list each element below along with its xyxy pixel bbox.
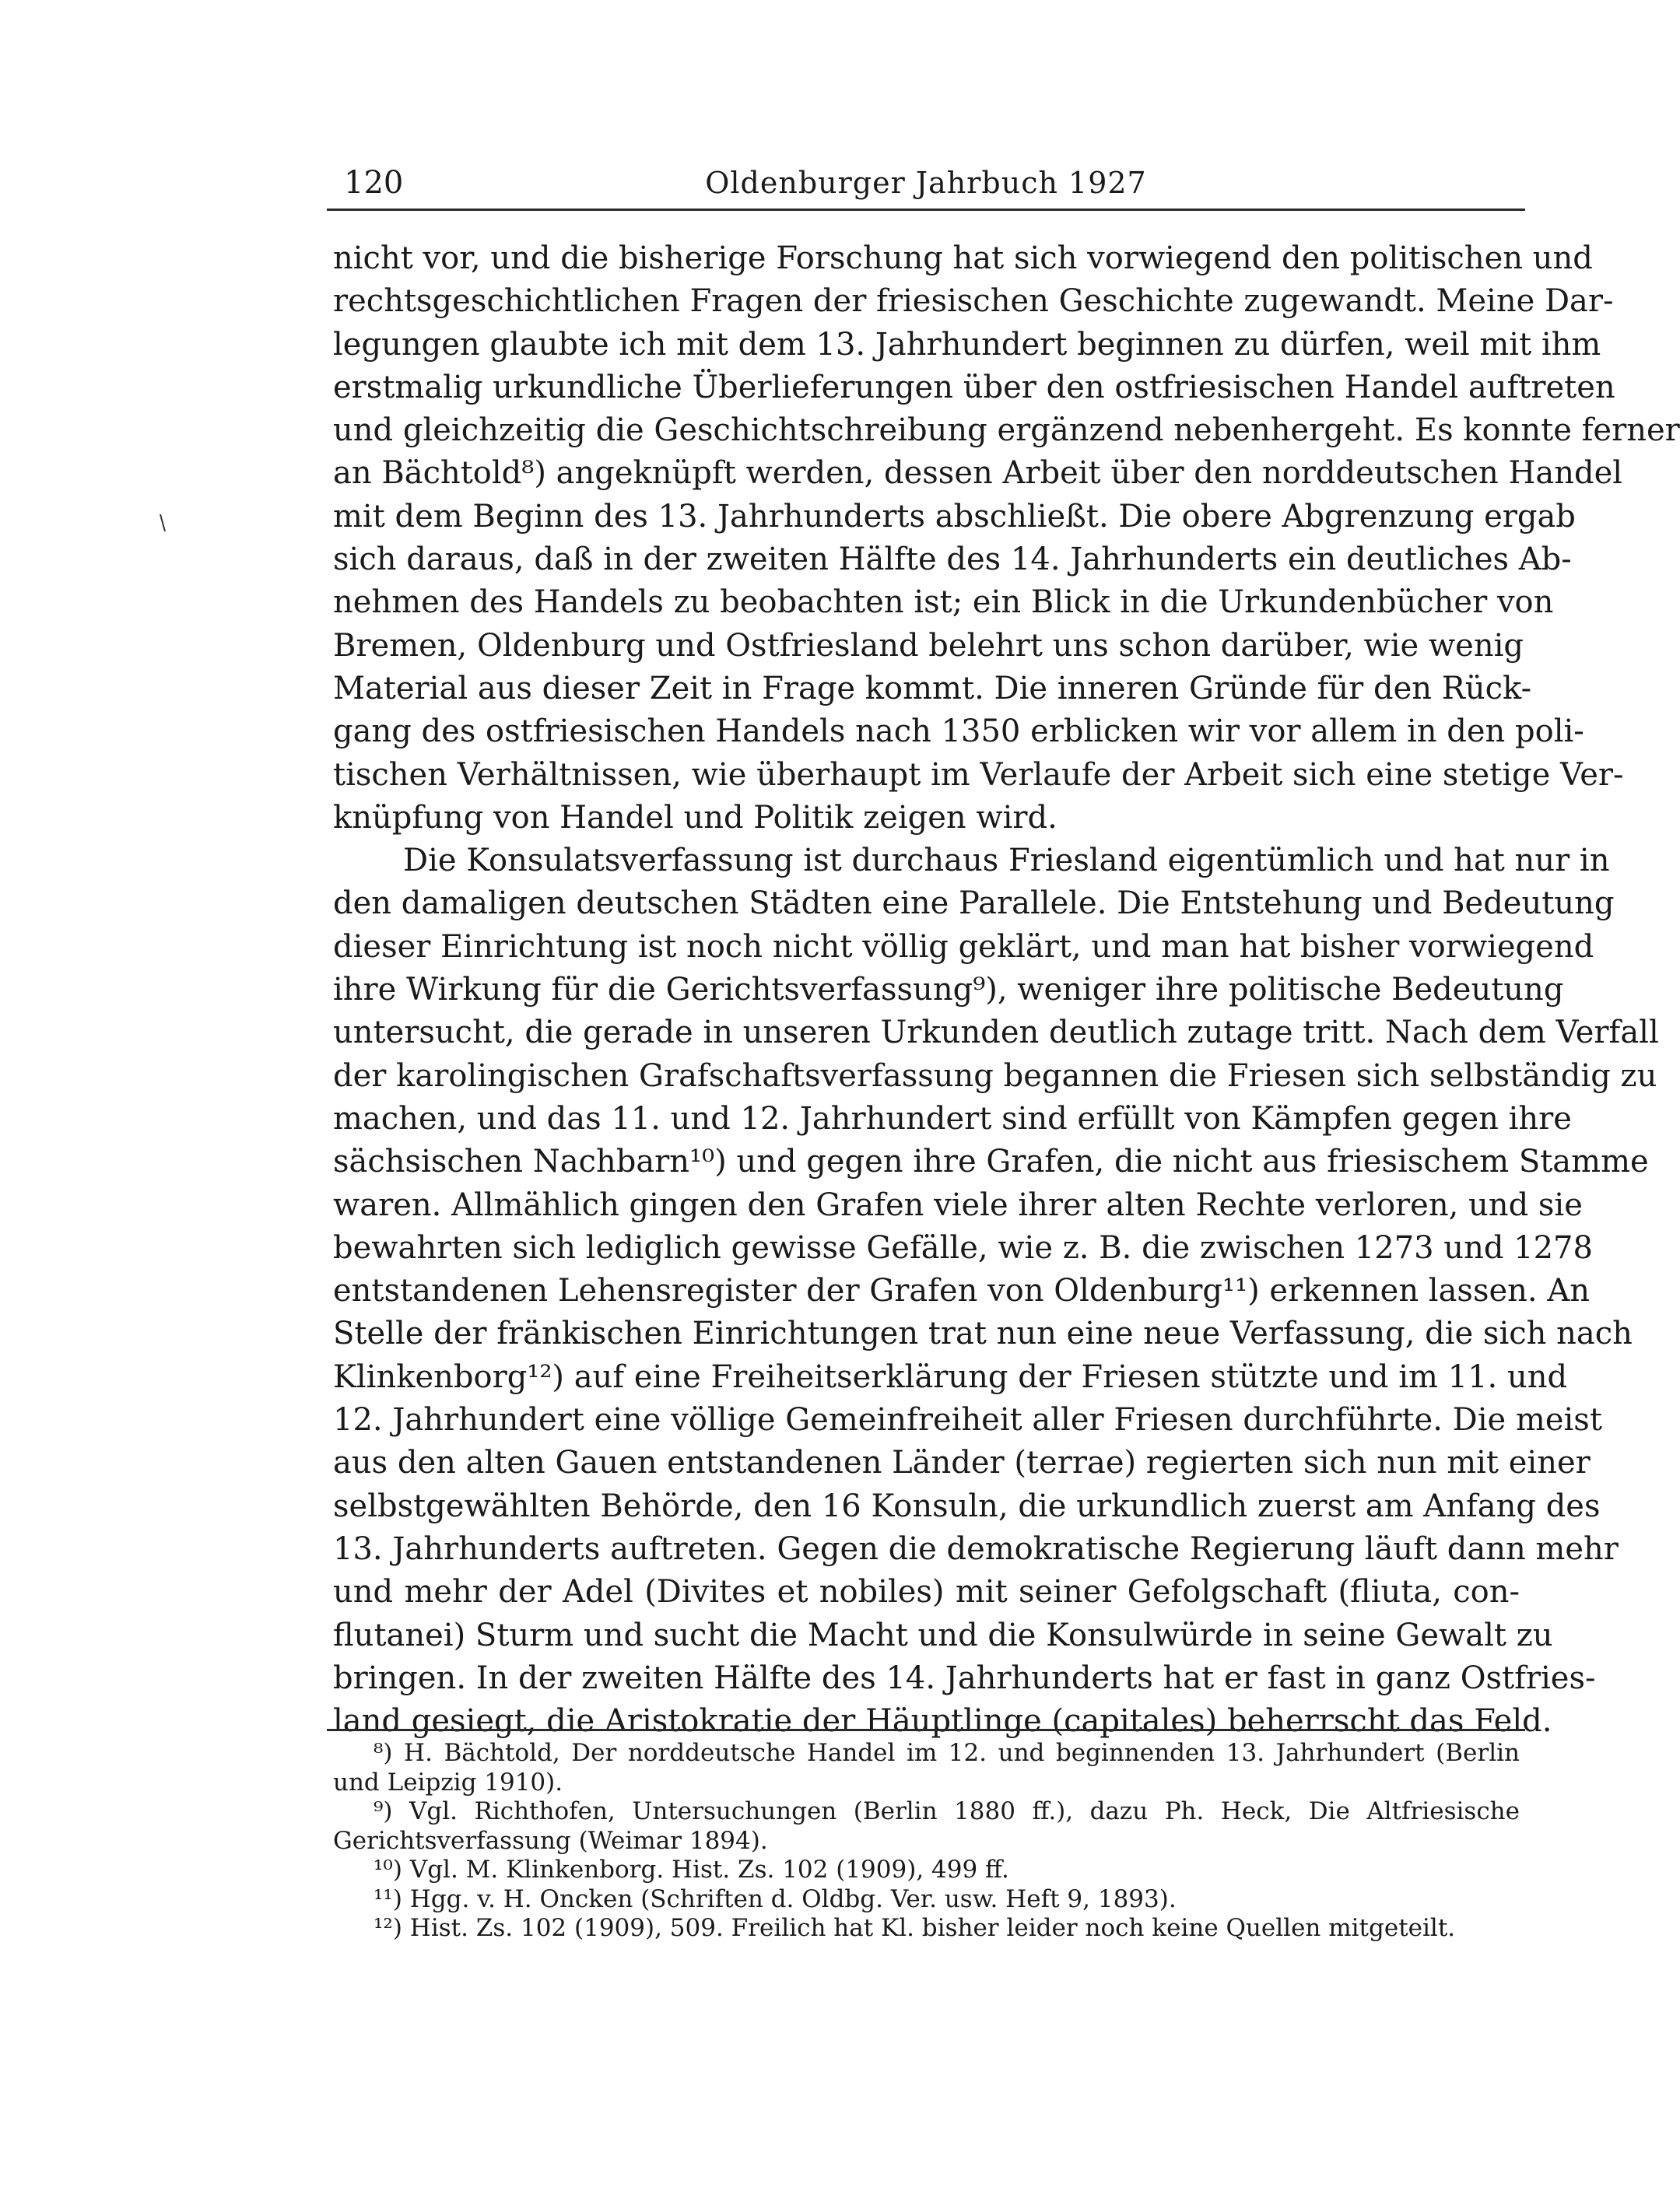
text-line: knüpfung von Handel und Politik zeigen wird. (333, 799, 1057, 836)
footnote-line: ¹¹) Hgg. v. H. Oncken (Schriften d. Oldbg. Ver. usw. Heft 9, 1893). (374, 1884, 1177, 1913)
text-line: den damaligen deutschen Städten eine Parallele. Die Entstehung und Bedeutung (333, 885, 1615, 922)
text-line: selbstgewählten Behörde, den 16 Konsuln, die urkundlich zuerst am Anfang des (333, 1488, 1601, 1524)
text-line: Stelle der fränkischen Einrichtungen trat nun eine neue Verfassung, die sich nach (333, 1316, 1633, 1352)
header-rule (327, 209, 1525, 211)
running-title: Oldenburger Jahrbuch 1927 (705, 166, 1147, 200)
page-header (327, 160, 1525, 206)
page-number: 120 (344, 165, 404, 201)
footnote-line: ⁸) H. Bächtold, Der norddeutsche Handel im 12. und beginnenden 13. Jahrhundert (Berlin (374, 1739, 1520, 1767)
footnote-line: ¹⁰) Vgl. M. Klinkenborg. Hist. Zs. 102 (1909), 499 ff. (374, 1856, 1009, 1884)
text-line: 12. Jahrhundert eine völlige Gemeinfreiheit aller Friesen durchführte. Die meist (333, 1402, 1602, 1439)
text-line: Klinkenborg¹²) auf eine Freiheitserklärung der Friesen stützte und im 11. und (333, 1358, 1568, 1395)
text-line: ihre Wirkung für die Gerichtsverfassung⁹), weniger ihre politische Bedeutung (333, 972, 1564, 1008)
margin-mark (160, 514, 166, 532)
text-line: land gesiegt, die Aristokratie der Häuptlinge (capitales) beherrscht das Feld. (333, 1703, 1552, 1740)
text-line: der karolingischen Grafschaftsverfassung begannen die Friesen sich selbständig zu (333, 1057, 1657, 1094)
text-line: untersucht, die gerade in unseren Urkunden deutlich zutage tritt. Nach dem Verfall (333, 1015, 1659, 1051)
text-line: und gleichzeitig die Geschichtschreibung ergänzend nebenhergeht. Es konnte ferner (333, 412, 1680, 449)
body-text (333, 237, 1680, 1743)
text-line: entstandenen Lehensregister der Grafen von Oldenburg¹¹) erkennen lassen. An (333, 1273, 1590, 1309)
text-line: Die Konsulatsverfassung ist durchaus Friesland eigentümlich und hat nur in (403, 843, 1610, 879)
text-line: 13. Jahrhunderts auftreten. Gegen die demokratische Regierung läuft dann mehr (333, 1530, 1619, 1567)
text-line: nicht vor, und die bisherige Forschung hat sich vorwiegend den politischen und (333, 240, 1593, 276)
text-line: Material aus dieser Zeit in Frage kommt. Die inneren Gründe für den Rück- (333, 670, 1532, 706)
text-line: flutanei) Sturm und sucht die Macht und die Konsulwürde in seine Gewalt zu (333, 1617, 1553, 1653)
text-line: waren. Allmählich gingen den Grafen viele ihrer alten Rechte verloren, und sie (333, 1187, 1583, 1223)
footnote-line: und Leipzig 1910). (333, 1768, 563, 1797)
text-line: rechtsgeschichtlichen Fragen der friesischen Geschichte zugewandt. Meine Dar- (333, 283, 1614, 320)
text-line: an Bächtold⁸) angeknüpft werden, dessen Arbeit über den norddeutschen Handel (333, 455, 1623, 492)
text-line: sich daraus, daß in der zweiten Hälfte des 14. Jahrhunderts ein deutliches Ab- (333, 542, 1572, 578)
text-line: aus den alten Gauen entstandenen Länder (terrae) regierten sich nun mit einer (333, 1445, 1591, 1481)
footnote-line: Gerichtsverfassung (Weimar 1894). (333, 1826, 768, 1855)
text-line: bewahrten sich lediglich gewisse Gefälle, wie z. B. die zwischen 1273 und 1278 (333, 1229, 1593, 1266)
text-line: dieser Einrichtung ist noch nicht völlig geklärt, und man hat bisher vorwiegend (333, 928, 1594, 965)
text-line: und mehr der Adel (Divites et nobiles) mit seiner Gefolgschaft (fliuta, con- (333, 1574, 1520, 1611)
text-line: sächsischen Nachbarn¹⁰) und gegen ihre Grafen, die nicht aus friesischem Stamme (333, 1144, 1649, 1180)
text-line: erstmalig urkundliche Überlieferungen über den ostfriesischen Handel auftreten (333, 369, 1615, 405)
text-line: bringen. In der zweiten Hälfte des 14. Jahrhunderts hat er fast in ganz Ostfries- (333, 1660, 1596, 1696)
footnote-line: ⁹) Vgl. Richthofen, Untersuchungen (Berlin 1880 ff.), dazu Ph. Heck, Die Altfriesische (374, 1797, 1520, 1825)
footnote-line: ¹²) Hist. Zs. 102 (1909), 509. Freilich hat Kl. bisher leider noch keine Quellen mitgeteilt. (374, 1914, 1456, 1942)
text-line: nehmen des Handels zu beobachten ist; ein Blick in die Urkundenbücher von (333, 584, 1554, 621)
text-line: Bremen, Oldenburg und Ostfriesland belehrt uns schon darüber, wie wenig (333, 627, 1524, 664)
text-line: tischen Verhältnissen, wie überhaupt im Verlaufe der Arbeit sich eine stetige Ver- (333, 756, 1624, 793)
text-line: gang des ostfriesischen Handels nach 1350 erblicken wir vor allem in den poli- (333, 713, 1584, 750)
text-line: mit dem Beginn des 13. Jahrhunderts abschließt. Die obere Abgrenzung ergab (333, 498, 1576, 535)
footnotes (333, 1739, 1520, 1944)
text-line: machen, und das 11. und 12. Jahrhundert sind erfüllt von Kämpfen gegen ihre (333, 1100, 1572, 1137)
text-line: legungen glaubte ich mit dem 13. Jahrhundert beginnen zu dürfen, weil mit ihm (333, 326, 1601, 363)
footnote-rule (327, 1729, 1525, 1731)
